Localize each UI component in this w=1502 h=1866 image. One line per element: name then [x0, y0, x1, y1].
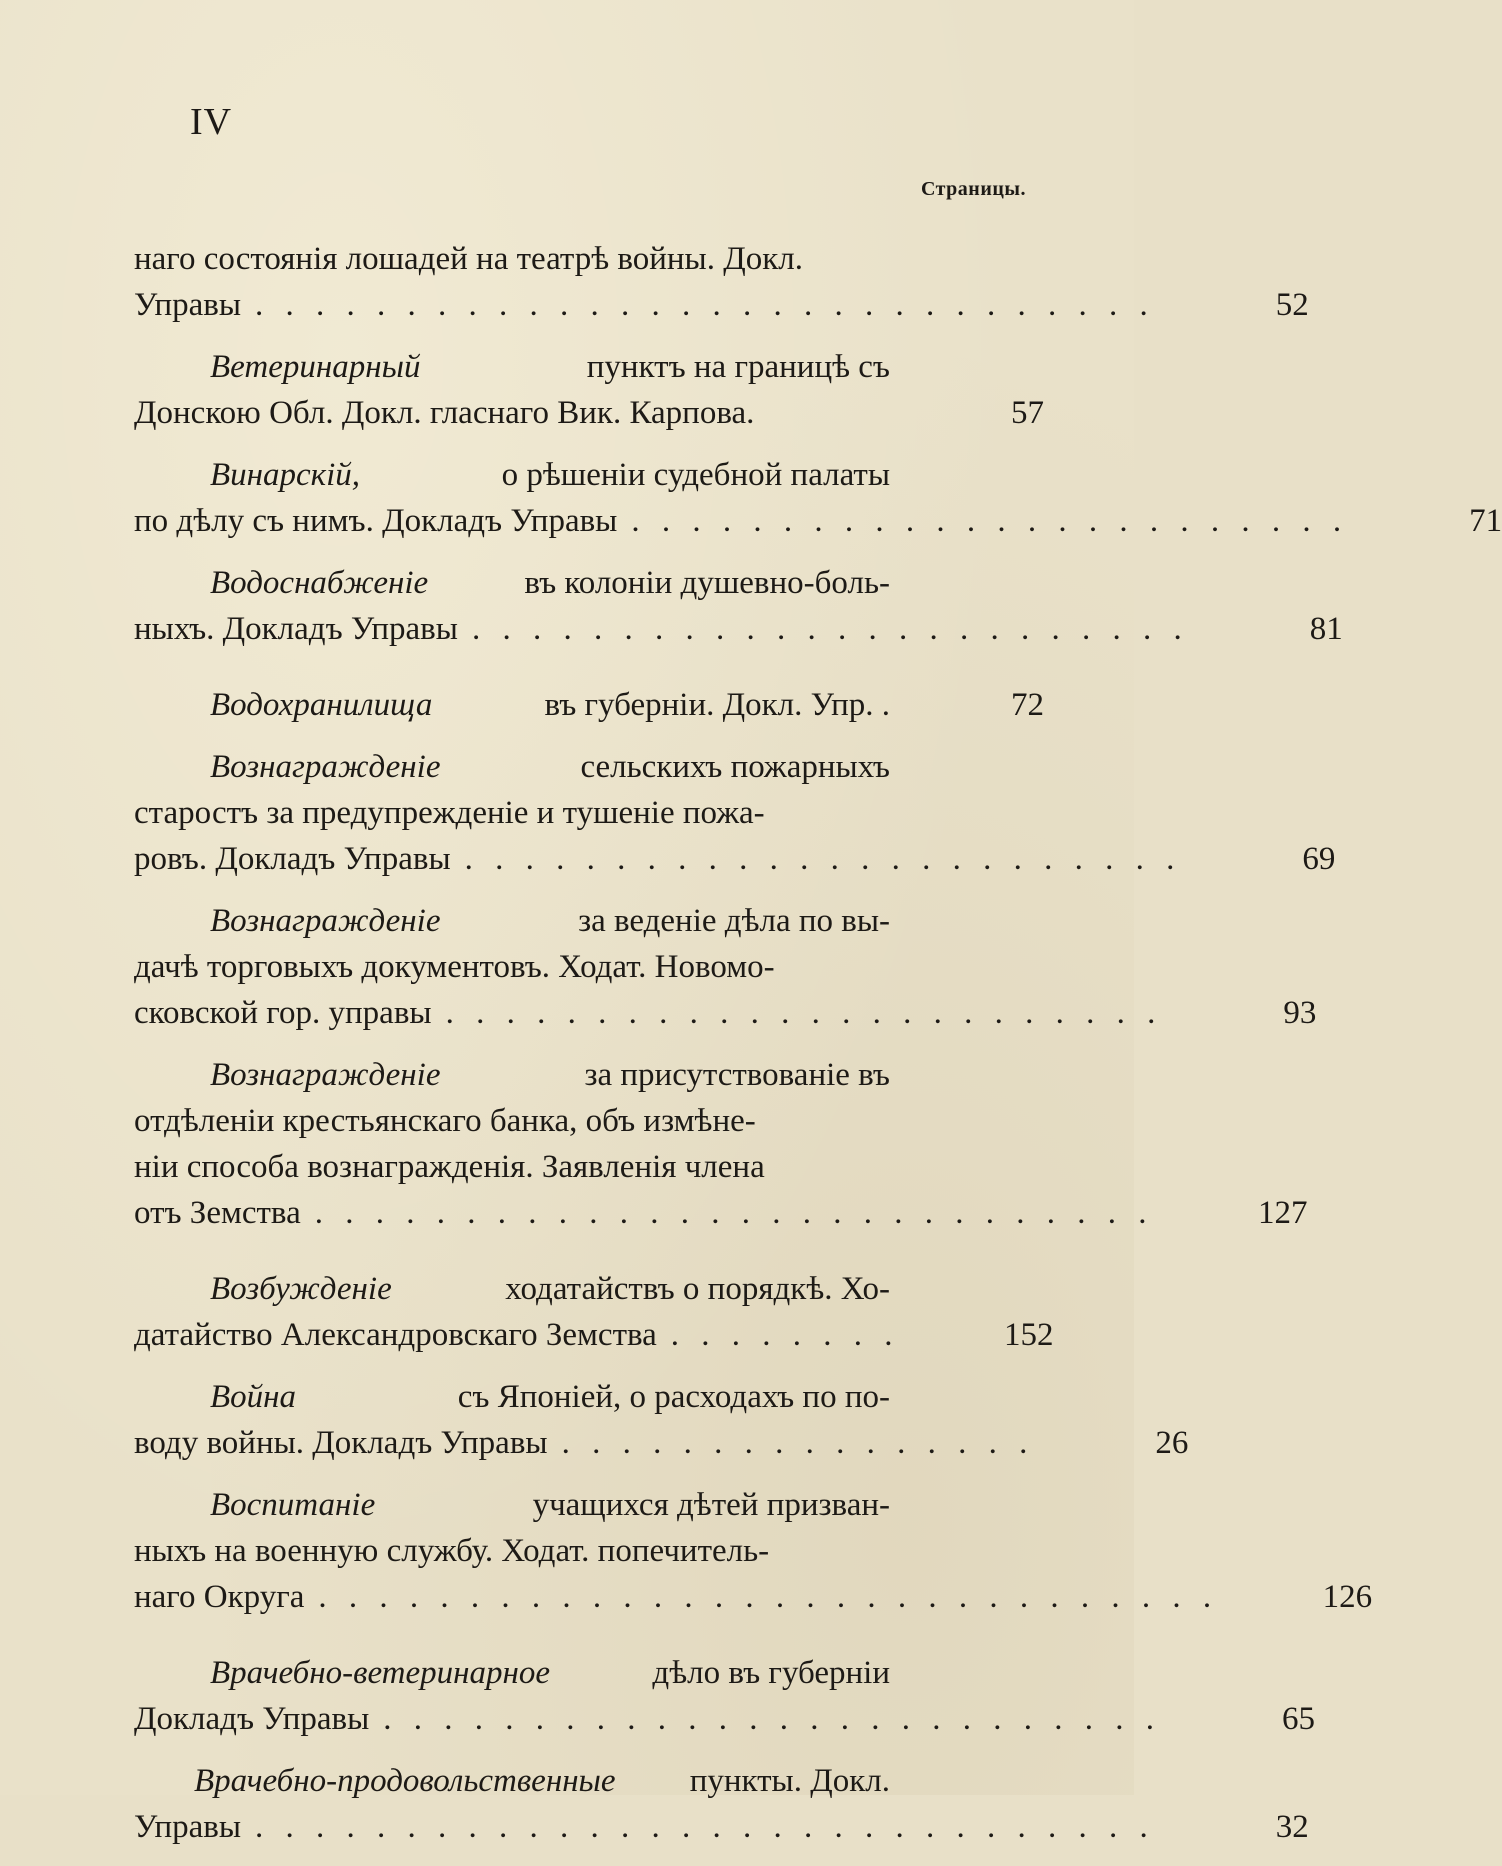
index-entry — [134, 1374, 1189, 1466]
entry-text: датайство Александровскаго Земства — [134, 1317, 657, 1353]
entry-line — [134, 1574, 1373, 1620]
page-reference: 57 — [1011, 395, 1044, 431]
leader-dots: . . . . . . . . . . . . . . . . . . . . . . . . — [464, 841, 1182, 877]
page-reference: 127 — [1257, 1195, 1308, 1231]
index-term: Вознагражденіе — [210, 903, 441, 939]
page-reference: 126 — [1322, 1579, 1373, 1615]
index-entry — [134, 236, 1309, 328]
page-reference: 65 — [1282, 1701, 1316, 1737]
entry-line — [134, 452, 1044, 498]
pages-column-label: Страницы. — [920, 178, 1026, 200]
entry-line — [134, 1650, 1044, 1696]
leader-dots: . . . . . . . . . . . . . . . . . . . . . . . . — [631, 503, 1349, 539]
entry-line — [134, 1052, 1044, 1098]
entry-text: Докладъ Управы — [134, 1701, 370, 1737]
entry-line — [134, 1374, 1044, 1420]
index-term: Воспитаніе — [210, 1487, 376, 1523]
index-term: Врачебно-продовольственные — [194, 1763, 616, 1799]
index-term: Вознагражденіе — [210, 1057, 441, 1093]
entry-text: Управы — [134, 1809, 242, 1845]
index-term: Возбужденіе — [210, 1271, 392, 1307]
entry-line — [134, 944, 1044, 990]
entry-text: старостъ за предупрежденіе и тушеніе пожа- — [134, 795, 765, 831]
index-entry — [134, 682, 1044, 728]
entry-line — [134, 1144, 1044, 1190]
entry-text: отдѣленіи крестьянскаго банка, объ измѣне- — [134, 1103, 756, 1139]
leader-dots: . . . . . . . . . . . . . . . . . . . . . . . . — [445, 995, 1163, 1031]
entry-line — [134, 1190, 1308, 1236]
entry-line — [134, 560, 1044, 606]
entry-text: дачѣ торговыхъ документовъ. Ходат. Новомо- — [134, 949, 775, 985]
index-term: Водохранилища — [210, 687, 433, 723]
entry-text: пункты. Докл. — [689, 1763, 890, 1799]
entry-text: съ Японіей, о расходахъ по по- — [457, 1379, 890, 1415]
page-reference: 26 — [1155, 1425, 1189, 1461]
entry-text: воду войны. Докладъ Управы — [134, 1425, 548, 1461]
entry-text: Управы — [134, 287, 242, 323]
page-reference: 93 — [1283, 995, 1317, 1031]
index-term: Война — [210, 1379, 297, 1415]
entry-line — [134, 390, 1044, 436]
entry-line — [134, 1098, 1044, 1144]
entry-line — [134, 1804, 1309, 1850]
entry-line — [134, 236, 1044, 282]
index-term: Водоснабженіе — [210, 565, 429, 601]
entry-line — [134, 1312, 1054, 1358]
entry-text: пунктъ на границѣ съ — [586, 349, 890, 385]
entry-text: ныхъ. Докладъ Управы — [134, 611, 458, 647]
entry-line — [134, 1266, 1044, 1312]
entry-text: Донскою Обл. Докл. гласнаго Вик. Карпова. — [134, 395, 755, 431]
entry-text: сельскихъ пожарныхъ — [580, 749, 890, 785]
index-term: Вознагражденіе — [210, 749, 441, 785]
page-reference: 152 — [1004, 1317, 1054, 1353]
entry-text: ныхъ на военную службу. Ходат. попечитель- — [134, 1533, 770, 1569]
entry-text: въ колоніи душевно-боль- — [524, 565, 890, 601]
index-entry — [134, 1758, 1309, 1850]
leader-dots: . . . . . . . . . . . . . . . . . . . . . . . . . . . . . . — [255, 287, 1155, 323]
index-entry — [134, 344, 1044, 436]
entry-text: по дѣлу съ нимъ. Докладъ Управы — [134, 503, 618, 539]
entry-text: наго состоянія лошадей на театрѣ войны. Докл. — [134, 241, 803, 277]
index-entry — [134, 1482, 1373, 1620]
entry-text: о рѣшеніи судебной палаты — [501, 457, 890, 493]
page-reference: 52 — [1275, 287, 1309, 323]
page-reference: 32 — [1275, 1809, 1309, 1845]
entry-text: отъ Земства — [134, 1195, 301, 1231]
entry-line — [134, 1482, 1044, 1528]
entry-line — [134, 682, 1044, 728]
index-entries — [134, 236, 1502, 1866]
leader-dots: . . . . . . . . . . . . . . . . . . . . . . . . . . . . . . — [255, 1809, 1155, 1845]
index-entry — [134, 452, 1502, 544]
page-reference: 69 — [1302, 841, 1336, 877]
entry-text: ровъ. Докладъ Управы — [134, 841, 451, 877]
entry-text: учащихся дѣтей призван- — [532, 1487, 890, 1523]
entry-line — [134, 606, 1343, 652]
index-entry — [134, 1266, 1054, 1358]
entry-text: наго Округа — [134, 1579, 305, 1615]
entry-text: въ губерніи. Докл. Упр. . — [544, 687, 890, 723]
leader-dots: . . . . . . . . . . . . . . . . . . . . . . . . . . — [383, 1701, 1162, 1737]
leader-dots: . . . . . . . . . . . . . . . . . . . . . . . . — [471, 611, 1189, 647]
entry-line — [134, 898, 1044, 944]
page-reference: 72 — [1011, 687, 1044, 723]
entry-text: сковской гор. управы — [134, 995, 432, 1031]
page-number: IV — [190, 101, 233, 143]
index-entry — [134, 898, 1317, 1036]
index-entry — [134, 560, 1343, 652]
entry-line — [134, 790, 1044, 836]
entry-line — [134, 990, 1317, 1036]
leader-dots: . . . . . . . . — [670, 1317, 900, 1353]
entry-line — [134, 1696, 1316, 1742]
index-term: Ветеринарный — [210, 349, 421, 385]
index-entry — [134, 744, 1336, 882]
entry-line — [134, 1420, 1189, 1466]
entry-line — [134, 282, 1309, 328]
entry-text: ніи способа вознагражденія. Заявленія члена — [134, 1149, 765, 1185]
entry-line — [134, 344, 1044, 390]
page-reference: 71 — [1469, 503, 1502, 539]
entry-line — [134, 836, 1336, 882]
index-entry — [134, 1650, 1316, 1742]
entry-text: за веденіе дѣла по вы- — [578, 903, 890, 939]
entry-text: дѣло въ губерніи — [652, 1655, 890, 1691]
leader-dots: . . . . . . . . . . . . . . . . . . . . . . . . . . . . — [314, 1195, 1154, 1231]
index-entry — [134, 1052, 1308, 1236]
entry-line — [134, 1758, 1044, 1804]
leader-dots: . . . . . . . . . . . . . . . . . . . . . . . . . . . . . . — [318, 1579, 1219, 1615]
index-term: Винарскій, — [210, 457, 361, 493]
entry-text: ходатайствъ о порядкѣ. Хо- — [505, 1271, 890, 1307]
page-reference: 81 — [1309, 611, 1343, 647]
entry-line — [134, 1528, 1044, 1574]
entry-line — [134, 498, 1502, 544]
entry-text: за присутствованіе въ — [584, 1057, 890, 1093]
index-term: Врачебно-ветеринарное — [210, 1655, 551, 1691]
leader-dots: . . . . . . . . . . . . . . . . — [561, 1425, 1035, 1461]
entry-line — [134, 744, 1044, 790]
